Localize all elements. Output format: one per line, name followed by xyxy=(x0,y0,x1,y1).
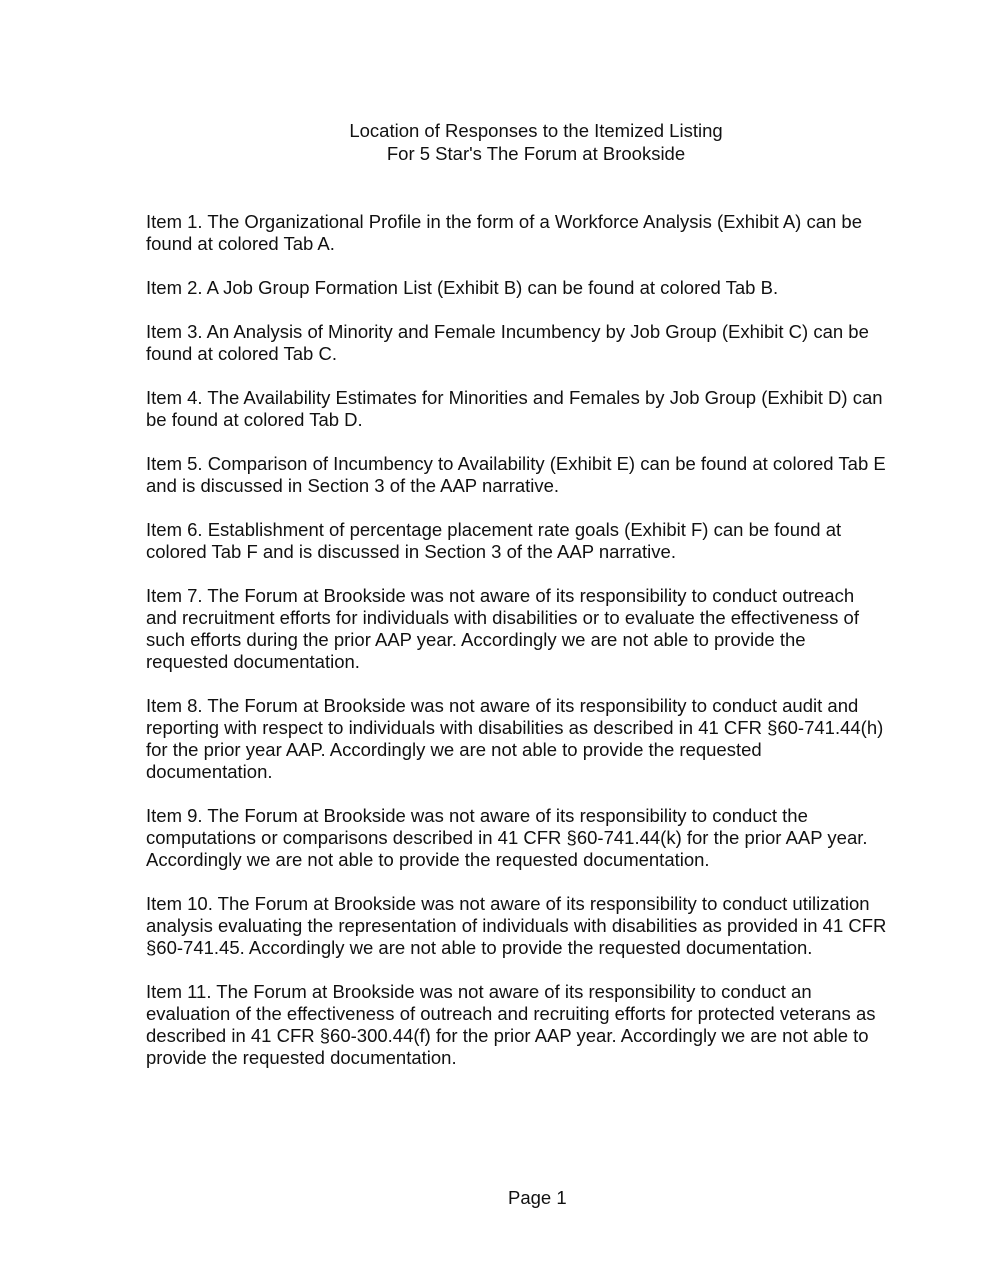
list-item-5: Item 5. Comparison of Incumbency to Availability (Exhibit E) can be found at colored Tab E and is discussed in Section 3 of the AAP narrative. xyxy=(146,453,886,496)
page-number: Page 1 xyxy=(508,1187,567,1208)
itemized-list xyxy=(146,211,936,1091)
list-item-10: Item 10. The Forum at Brookside was not aware of its responsibility to conduct utilization analysis evaluating the representation of individuals with disabilities as provided in 41 CFR §60-741.45. Accordingly we are not able to provide the requested documentation. xyxy=(146,893,887,958)
list-item-6: Item 6. Establishment of percentage placement rate goals (Exhibit F) can be found at colored Tab F and is discussed in Section 3 of the AAP narrative. xyxy=(146,519,842,562)
title-line-1: Location of Responses to the Itemized Listing xyxy=(349,120,723,141)
document-title xyxy=(0,119,990,165)
list-item-3: Item 3. An Analysis of Minority and Female Incumbency by Job Group (Exhibit C) can be found at colored Tab C. xyxy=(146,321,869,364)
list-item-7: Item 7. The Forum at Brookside was not aware of its responsibility to conduct outreach and recruitment efforts for individuals with disabilities or to evaluate the effectiveness of such efforts during the prior AAP year. Accordingly we are not able to provide the requested documentation. xyxy=(146,585,859,672)
list-item-9: Item 9. The Forum at Brookside was not aware of its responsibility to conduct the computations or comparisons described in 41 CFR §60-741.44(k) for the prior AAP year. Accordingly we are not able to provide the requested documentation. xyxy=(146,805,868,870)
list-item-11: Item 11. The Forum at Brookside was not aware of its responsibility to conduct an evaluation of the effectiveness of outreach and recruiting efforts for protected veterans as described in 41 CFR §60-300.44(f) for the prior AAP year. Accordingly we are not able to provide the requested documentation. xyxy=(146,981,876,1068)
title-line-2: For 5 Star's The Forum at Brookside xyxy=(386,143,686,164)
list-item-1: Item 1. The Organizational Profile in the form of a Workforce Analysis (Exhibit A) can be found at colored Tab A. xyxy=(146,211,863,254)
list-item-2: Item 2. A Job Group Formation List (Exhibit B) can be found at colored Tab B. xyxy=(146,277,779,298)
list-item-8: Item 8. The Forum at Brookside was not aware of its responsibility to conduct audit and reporting with respect to individuals with disabilities as described in 41 CFR §60-741.44(h) for the prior year AAP. Accordingly we are not able to provide the requested documentation. xyxy=(146,695,884,782)
list-item-4: Item 4. The Availability Estimates for Minorities and Females by Job Group (Exhibit D) can be found at colored Tab D. xyxy=(146,387,883,430)
